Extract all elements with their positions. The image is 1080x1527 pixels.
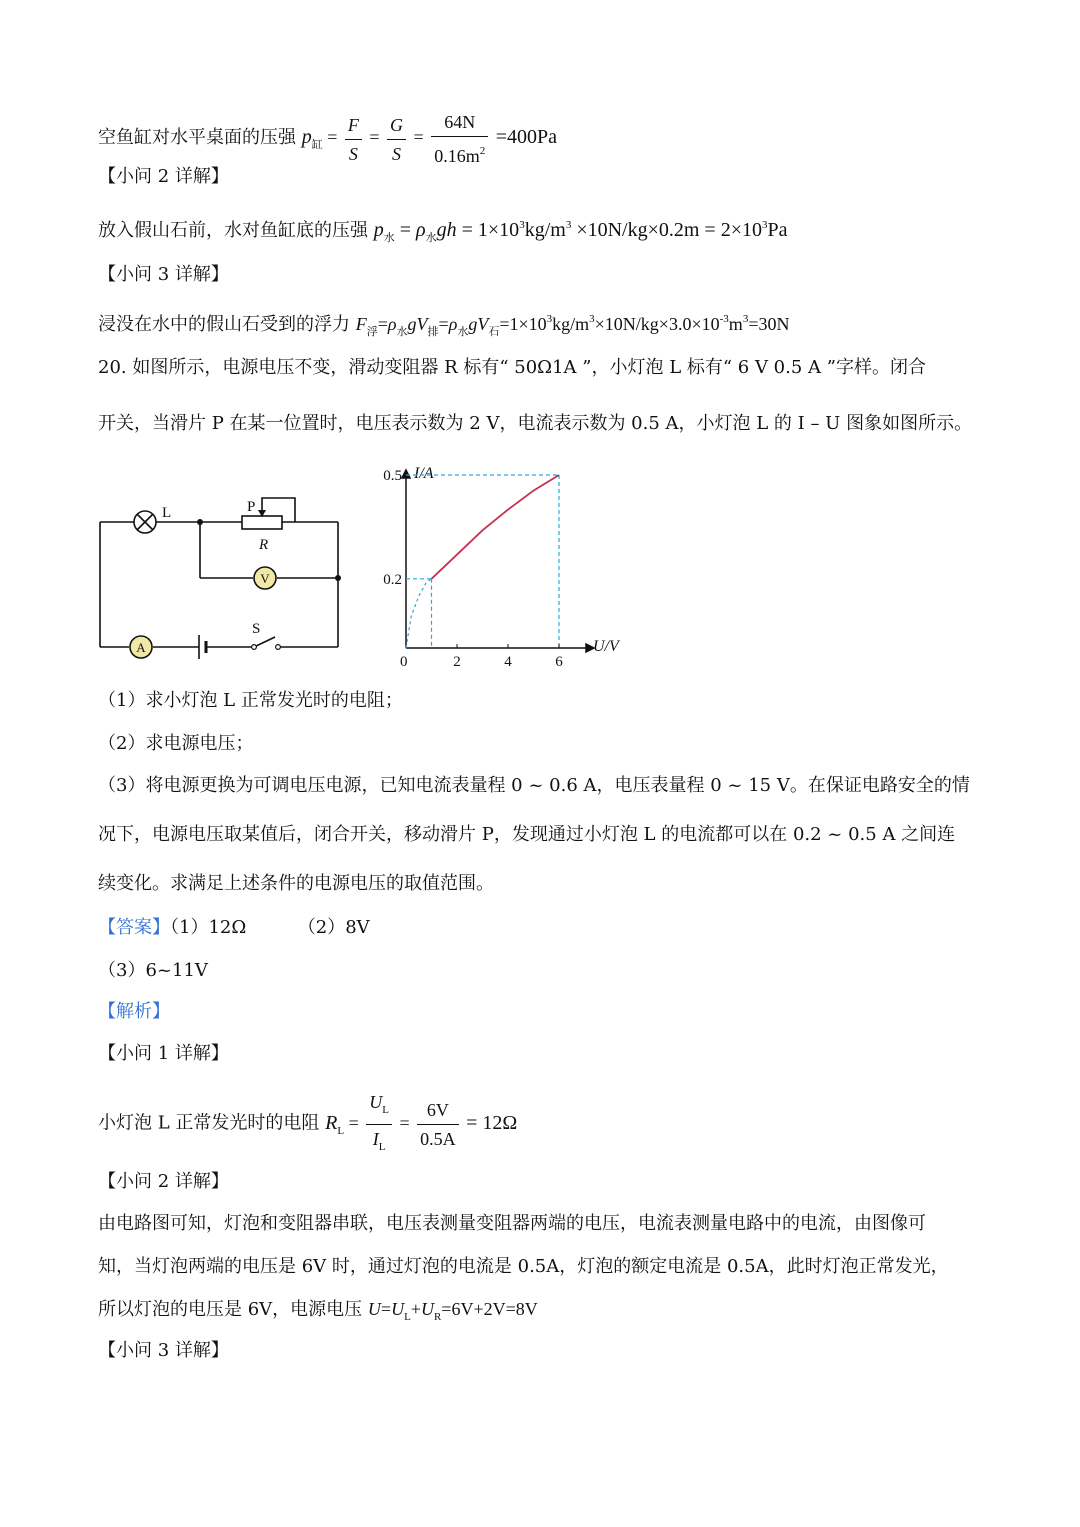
answer-line xyxy=(98,915,370,941)
subquestion-2: （2）求电源电压； xyxy=(98,733,254,754)
junction-dot xyxy=(335,575,341,581)
subquestion-3-line-2: 况下，电源电压取某值后，闭合开关，移动滑片 P，发现通过小灯泡 L 的电流都可以在 0.2 ~ 0.5 A 之间连 xyxy=(98,824,956,845)
series-line-1 xyxy=(406,579,432,648)
lamp-icon xyxy=(134,511,156,533)
slider-label: P xyxy=(247,499,256,515)
rheostat-icon xyxy=(242,516,282,529)
tank-pressure-line xyxy=(98,108,557,170)
y-axis-label: I/A xyxy=(414,465,434,482)
sol2-line-3: 所以灯泡的电压是 6V，电源电压 $U=U_L+U_R=6V+2V=8V$ xyxy=(98,1299,538,1323)
x-tick-label: 4 xyxy=(504,654,512,670)
water-pressure-line: 放入假山石前，水对鱼缸底的压强 $p_水 = \rho_水gh = 1\times 10^3kg/m^3 \times 10N/kg\times 0.2m = 2\times 10^3Pa$ xyxy=(98,219,788,244)
answer-3: （3）6~11V xyxy=(98,960,208,981)
voltmeter-icon xyxy=(254,567,276,589)
fraction-6V-05A: $\frac{6V}{0.5A}$ xyxy=(417,1096,459,1153)
x-axis-label: U/V xyxy=(593,638,619,655)
x-tick-label: 2 xyxy=(453,654,461,670)
battery-icon xyxy=(199,635,206,659)
origin-label: 0 xyxy=(400,654,408,670)
buoyancy-line: 浸没在水中的假山石受到的浮力 $F_浮=\rho_水gV_排=\rho_水gV_石=1\times 10^3kg/m^3\times 10N/kg\times 3.0\times 10^{-3}m^3=30N$ xyxy=(98,313,790,338)
y-tick-label: 0.5 xyxy=(383,468,402,484)
answer-1: （1）12Ω xyxy=(170,917,247,938)
sol2-line-1: 由电路图可知，灯泡和变阻器串联，电压表测量变阻器两端的电压，电流表测量电路中的电流，由图像可 xyxy=(98,1213,926,1234)
svg-text:A: A xyxy=(136,640,146,655)
buoyancy-formula: $F_浮=\rho_水gV_排=\rho_水gV_石=1\times 10^3kg/m^3\times 10N/kg\times 3.0\times 10^{-3}m^3=30N$ xyxy=(355,313,790,338)
resistance-line: 小灯泡 L 正常发光时的电阻 $R_L$ = $\frac{U_L}{I_L}$ = $\frac{6V}{0.5A}$ = 12Ω xyxy=(98,1088,517,1161)
q2-header: 【小问 2 详解】 xyxy=(98,166,229,187)
lamp-label: L xyxy=(162,505,172,521)
iu-chart xyxy=(370,460,640,675)
ammeter-icon xyxy=(130,636,152,658)
pressure-lead: 空鱼缸对水平桌面的压强 xyxy=(98,127,296,149)
rheostat-label: R xyxy=(259,537,269,553)
fraction-F-S: $\frac{F}{S}$ xyxy=(345,111,362,168)
sol3-header: 【小问 3 详解】 xyxy=(98,1340,229,1361)
problem-line-2: 开关，当滑片 P 在某一位置时，电压表示数为 2 V，电流表示数为 0.5 A，小灯泡 L 的 I – U 图象如图所示。 xyxy=(98,413,973,434)
problem-line-1: 20. 如图所示，电源电压不变，滑动变阻器 R 标有“ 50Ω1A ”，小灯泡 L 标有“ 6 V 0.5 A ”字样。闭合 xyxy=(98,357,926,378)
fraction-G-S: $\frac{G}{S}$ xyxy=(387,111,406,168)
subquestion-1: （1）求小灯泡 L 正常发光时的电阻； xyxy=(98,690,403,711)
subquestion-3-line-3: 续变化。求满足上述条件的电源电压的取值范围。 xyxy=(98,873,494,894)
answer-2: （2）8V xyxy=(297,917,370,938)
water-pressure-formula: $p_水 = \rho_水gh = 1\times 10^3kg/m^3 \times 10N/kg\times 0.2m = 2\times 10^3Pa$ xyxy=(373,219,788,244)
analysis-tag: 【解析】 xyxy=(98,1001,170,1022)
svg-text:V: V xyxy=(260,571,270,586)
subquestion-3-line-1: （3）将电源更换为可调电压电源，已知电流表量程 0 ~ 0.6 A，电压表量程 0 ~ 15 V。在保证电路安全的情 xyxy=(98,775,970,796)
x-tick-label: 6 xyxy=(555,654,563,670)
series-line-2 xyxy=(432,475,560,579)
answer-tag: 【答案】 xyxy=(98,917,170,938)
q3-header: 【小问 3 详解】 xyxy=(98,264,229,285)
sol1-header: 【小问 1 详解】 xyxy=(98,1043,229,1064)
pressure-formula: $p_缸$ = $\frac{F}{S}$ = $\frac{G}{S}$ = $\frac{64N}{0.16m^2}$ =400Pa xyxy=(302,127,557,147)
switch-icon xyxy=(252,645,281,650)
fraction-64N: $\frac{64N}{0.16m^2}$ xyxy=(431,108,488,170)
sol2-line-2: 知，当灯泡两端的电压是 6V 时，通过灯泡的电流是 0.5A，灯泡的额定电流是 0.5A，此时灯泡正常发光， xyxy=(98,1256,949,1277)
y-tick-label: 0.2 xyxy=(383,571,402,588)
fraction-UL-IL: $\frac{U_L}{I_L}$ xyxy=(366,1088,392,1161)
resistance-formula: $R_L$ = $\frac{U_L}{I_L}$ = $\frac{6V}{0.5A}$ = 12Ω xyxy=(325,1113,517,1133)
sol2-header: 【小问 2 详解】 xyxy=(98,1171,229,1192)
circuit-diagram xyxy=(90,480,360,670)
junction-dot xyxy=(197,519,203,525)
switch-label: S xyxy=(252,621,261,637)
